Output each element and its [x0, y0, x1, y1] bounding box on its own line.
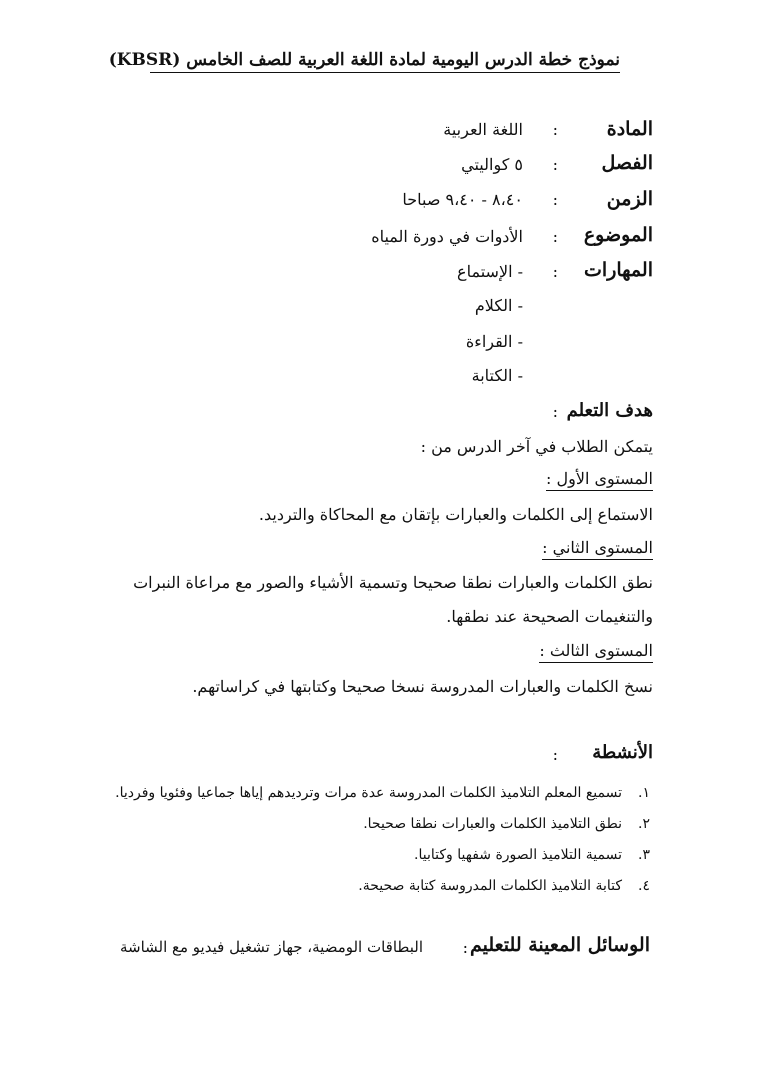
- field-time-label: الزمن: [606, 188, 653, 210]
- level-2-text-line-2: والتنغيمات الصحيحة عند نطقها.: [446, 607, 653, 626]
- teaching-aids-heading: الوسائل المعينة للتعليم: [469, 934, 650, 956]
- field-class-value: ٥ كواليتي: [461, 155, 523, 174]
- field-topic-label: الموضوع: [583, 224, 653, 246]
- activity-number: ٤.: [638, 878, 650, 894]
- activities-colon: :: [552, 745, 558, 764]
- field-skills-label: المهارات: [584, 259, 653, 281]
- activities-list: [115, 783, 650, 907]
- objective-colon: :: [552, 402, 558, 421]
- activity-text: تسميع المعلم التلاميذ الكلمات المدروسة عدة مرات وترديدهم إياها جماعيا وفئويا وفرديا.: [115, 785, 622, 801]
- activity-number: ٣.: [638, 847, 650, 863]
- level-1-text: الاستماع إلى الكلمات والعبارات بإتقان مع المحاكاة والترديد.: [258, 505, 653, 524]
- level-3-text: نسخ الكلمات والعبارات المدروسة نسخا صحيحا وكتابتها في كراساتهم.: [192, 677, 653, 696]
- activity-item: [115, 876, 650, 907]
- field-subject-colon: :: [552, 120, 558, 139]
- activity-text: نطق التلاميذ الكلمات والعبارات نطقا صحيحا.: [363, 816, 622, 832]
- field-class-label: الفصل: [601, 152, 653, 174]
- activity-item: [115, 783, 650, 814]
- skill-item: - الإستماع: [457, 262, 523, 281]
- teaching-aids-colon: :: [462, 938, 468, 957]
- activity-item: [115, 814, 650, 845]
- field-time-colon: :: [552, 190, 558, 209]
- activity-item: [115, 845, 650, 876]
- teaching-aids-value: البطاقات الومضية، جهاز تشغيل فيديو مع الشاشة: [119, 938, 423, 956]
- objective-heading: هدف التعلم: [566, 400, 653, 421]
- level-2-text-line-1: نطق الكلمات والعبارات نطقا صحيحا وتسمية الأشياء والصور مع مراعاة النبرات: [133, 573, 653, 592]
- skill-item: - الكتابة: [471, 366, 523, 385]
- field-topic-colon: :: [552, 227, 558, 246]
- field-class-colon: :: [552, 155, 558, 174]
- document-title: نموذج خطة الدرس اليومية لمادة اللغة العربية للصف الخامس (KBSR): [150, 50, 620, 73]
- field-skills-colon: :: [552, 262, 558, 281]
- activity-text: تسمية التلاميذ الصورة شفهيا وكتابيا.: [414, 847, 622, 863]
- level-1-title: المستوى الأول :: [546, 469, 653, 491]
- field-subject-value: اللغة العربية: [443, 120, 523, 139]
- field-time-value: ٨،٤٠ - ٩،٤٠ صباحا: [402, 190, 523, 209]
- skill-item: - الكلام: [474, 296, 523, 315]
- level-2-title: المستوى الثاني :: [542, 538, 653, 560]
- objective-intro: يتمكن الطلاب في آخر الدرس من :: [420, 437, 653, 456]
- activity-number: ١.: [638, 785, 650, 801]
- activity-number: ٢.: [638, 816, 650, 832]
- skill-item: - القراءة: [465, 332, 523, 351]
- field-subject-label: المادة: [606, 118, 653, 140]
- activities-heading: الأنشطة: [592, 742, 653, 763]
- level-3-title: المستوى الثالث :: [539, 641, 653, 663]
- field-topic-value: الأدوات في دورة المياه: [371, 227, 523, 246]
- activity-text: كتابة التلاميذ الكلمات المدروسة كتابة صحيحة.: [358, 878, 622, 894]
